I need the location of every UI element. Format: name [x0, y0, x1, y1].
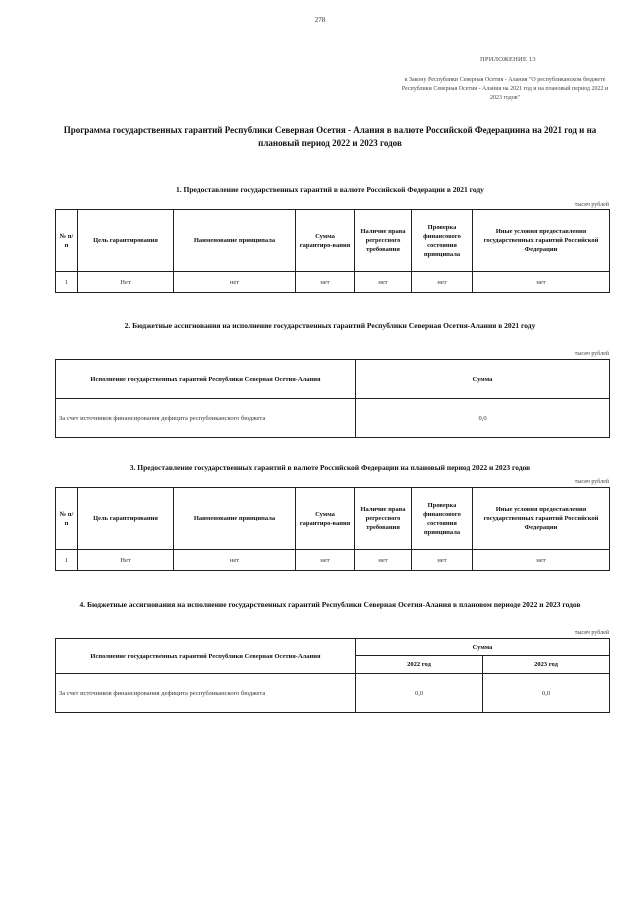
section-1-title: 1. Предоставление государственных гарантий в валюте Российской Федерации в 2021 году [176, 185, 484, 194]
col-year-2023: 2023 год [483, 656, 610, 674]
cell-purpose: Нет [78, 550, 174, 571]
col-sum: Сумма [356, 360, 610, 399]
section-3-title: 3. Предоставление государственных гарантий в валюте Российской Федерации на плановый период 2022 и 2023 годов [129, 463, 531, 472]
col-purpose: Цель гарантирования [78, 210, 174, 272]
col-amount: Сумма гарантиро-вания [296, 488, 355, 550]
cell-regress: нет [355, 550, 412, 571]
page-number: 278 [314, 16, 326, 24]
section-2-title: 2. Бюджетные ассигнования на исполнение государственных гарантий Республики Северная Осетия-Алания в 2021 году [124, 321, 536, 330]
cell-check: нет [412, 272, 473, 293]
cell-other: нет [473, 550, 610, 571]
col-other: Иные условия предоставления государственных гарантий Российской Федерации [473, 488, 610, 550]
cell-principal: нет [174, 272, 296, 293]
col-principal: Наименование принципала [174, 488, 296, 550]
cell-principal: нет [174, 550, 296, 571]
col-year-2022: 2022 год [356, 656, 483, 674]
cell-regress: нет [355, 272, 412, 293]
units-label: тысяч рублей [574, 351, 609, 357]
col-check: Проверка финансового состояния принципала [412, 210, 473, 272]
col-regress: Наличие права регрессного требования [355, 488, 412, 550]
col-other: Иные условия предоставления государственных гарантий Российской Федерации [473, 210, 610, 272]
cell-number: 1 [56, 272, 78, 293]
allocation-table-2022-2023 [55, 638, 610, 713]
allocation-table-2021 [55, 359, 610, 438]
cell-check: нет [412, 550, 473, 571]
cell-other: нет [473, 272, 610, 293]
document-title: Программа государственных гарантий Республики Северная Осетия - Алания в валюте Российской Федерациина на 2021 год и на плановый период 2022 и 2023 годов [63, 125, 597, 148]
cell-number: 1 [56, 550, 78, 571]
col-amount: Сумма гарантиро-вания [296, 210, 355, 272]
table-row [56, 399, 610, 438]
col-execution: Исполнение государственных гарантий Республики Северная Осетия-Алания [56, 639, 356, 674]
table-header-row [56, 488, 610, 550]
law-reference: к Закону Республики Северная Осетия - Алания "О республиканском бюджете Республики Северная Осетия - Алания на 2021 год и на плановый период 2022 и 2023 годов" [401, 77, 609, 101]
table-row [56, 674, 610, 713]
col-execution: Исполнение государственных гарантий Республики Северная Осетия-Алания [56, 360, 356, 399]
col-purpose: Цель гарантирования [78, 488, 174, 550]
units-label: тысяч рублей [574, 630, 609, 636]
cell-amount: нет [296, 550, 355, 571]
col-sum: Сумма [356, 639, 610, 656]
col-number: № п/п [56, 210, 78, 272]
cell-sum: 0,0 [356, 399, 610, 438]
cell-purpose: Нет [78, 272, 174, 293]
units-label: тысяч рублей [574, 479, 609, 485]
appendix-label: ПРИЛОЖЕНИЕ 13 [480, 56, 536, 63]
guarantee-table-2022-2023 [55, 487, 610, 571]
units-label: тысяч рублей [574, 202, 609, 208]
col-number: № п/п [56, 488, 78, 550]
table-row [56, 272, 610, 293]
section-4-title: 4. Бюджетные ассигнования на исполнение государственных гарантий Республики Северная Осетия-Алания в плановом периоде 2022 и 2023 годов [79, 600, 581, 609]
cell-source: За счет источников финансирования дефицита республиканского бюджета [56, 674, 356, 713]
cell-sum-2023: 0,0 [483, 674, 610, 713]
table-header-row [56, 360, 610, 399]
table-header-row [56, 210, 610, 272]
cell-amount: нет [296, 272, 355, 293]
col-principal: Наименование принципала [174, 210, 296, 272]
cell-sum-2022: 0,0 [356, 674, 483, 713]
col-check: Проверка финансового состояния принципала [412, 488, 473, 550]
table-row [56, 550, 610, 571]
table-header-row [56, 639, 610, 656]
guarantee-table-2021 [55, 209, 610, 293]
col-regress: Наличие права регрессного требования [355, 210, 412, 272]
cell-source: За счет источников финансирования дефицита республиканского бюджета [56, 399, 356, 438]
